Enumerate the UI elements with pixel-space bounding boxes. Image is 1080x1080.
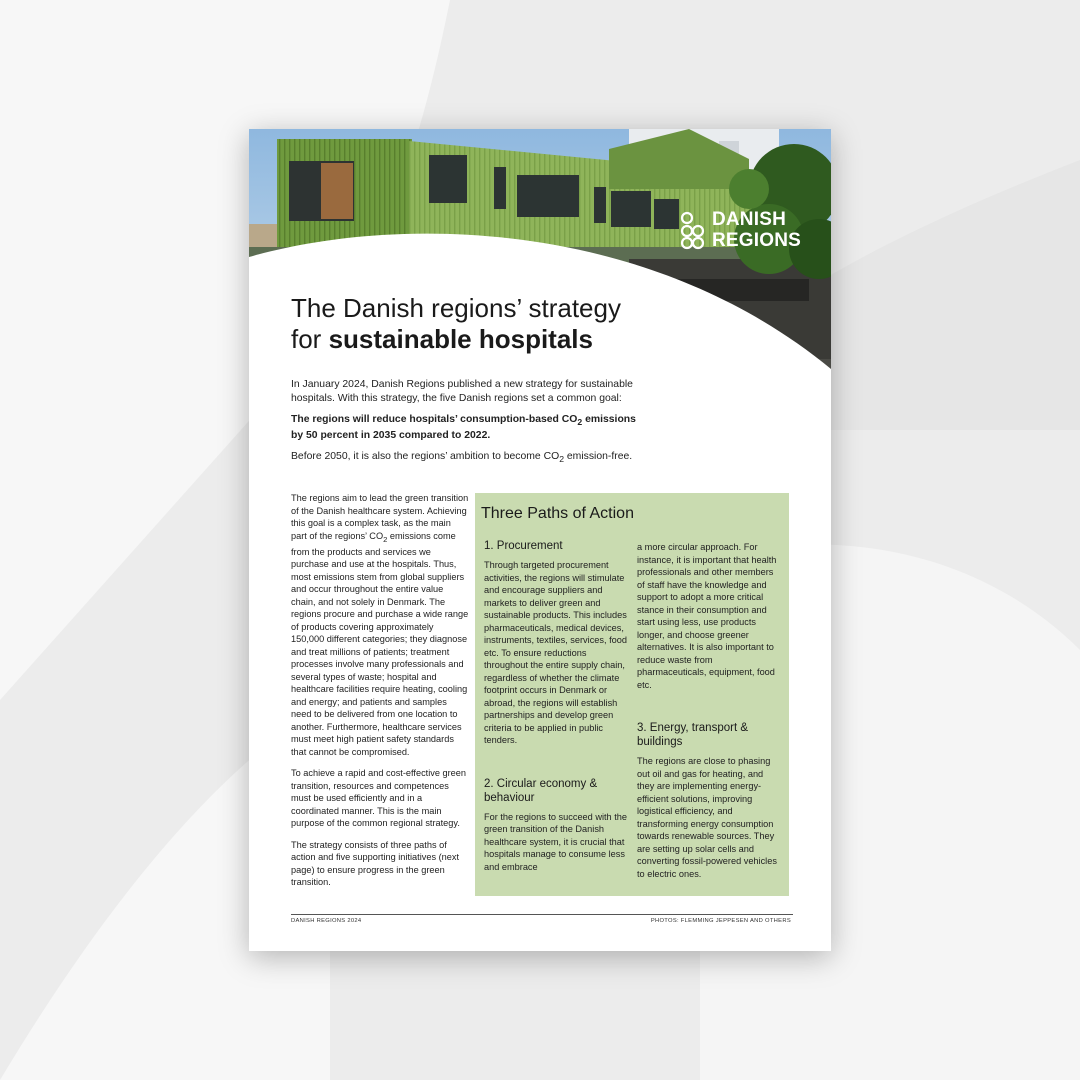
goal-statement bbox=[291, 413, 641, 443]
circular-economy-continued: a more circular approach. For instance, it is important that health professionals and other members of staff have the knowledge and support to adopt a more critical stance in their consumption and start using less, use products longer, and choose greener alternatives. It is also important to reduce waste from pharmaceuticals, equipment, food etc. bbox=[637, 542, 777, 690]
logo-line-1: DANISH bbox=[711, 209, 787, 230]
logo-circles-icon bbox=[679, 210, 705, 250]
title-line-1: The Danish regions’ strategy bbox=[291, 293, 621, 323]
intro-section bbox=[291, 378, 641, 473]
left-p1-text-b: emissions come from the products and services we purchase and use at the hospitals. Thus, most emissions stem from global suppliers and occur throughout the entire value chain, and not solely in Denmark. The regions procure and purchase a wide range of products covering approximately 150,000 different categories; they diagnose and treat millions of patients; treatment processes involve many professionals and several types of waste; hospital and healthcare facilities require heating, cooling and energy; and patients and samples need to be delivered from one location to another. Furthermore, healthcare services must meet high patient safety standards that cannot be compromised. bbox=[291, 530, 469, 757]
goal-text-b: emissions by 50 percent in 2035 compared to 2022. bbox=[291, 414, 636, 442]
ambition-text-b: emission-free. bbox=[564, 451, 633, 463]
circular-economy-text: For the regions to succeed with the green transition of the Danish healthcare system, it is crucial that hospitals manage to consume less and embrace bbox=[484, 811, 627, 872]
goal-subscript: 2 bbox=[577, 417, 583, 428]
left-paragraph-2: To achieve a rapid and cost-effective green transition, resources and competences must be used efficiently and in a coordinated manner. This is the main purpose of the common regional strategy. bbox=[291, 768, 467, 829]
ambition-subscript: 2 bbox=[559, 454, 565, 465]
circular-economy-heading: 2. Circular economy & behaviour bbox=[484, 777, 598, 804]
left-p1-subscript: 2 bbox=[383, 534, 388, 544]
logo-wordmark bbox=[712, 209, 801, 251]
title-line-2-prefix: for bbox=[291, 324, 329, 354]
box-column-2 bbox=[637, 541, 783, 880]
left-paragraph-3: The strategy consists of three paths of action and five supporting initiatives (next page) to ensure progress in the green transition. bbox=[291, 839, 460, 888]
logo-line-2: REGIONS bbox=[711, 230, 801, 251]
footer-divider bbox=[291, 914, 793, 915]
procurement-text: Through targeted procurement activities, the regions will stimulate and encourage suppliers and markets to deliver green and sustainable products. This includes pharmaceuticals, medical devices, instruments, textiles, services, food etc. To ensure reductions throughout the entire supply chain, regardless of whether the climate footprint occurs in Denmark or abroad, the regions will establish partnerships and develop green criteria to be applied in public tenders. bbox=[484, 560, 627, 745]
danish-regions-logo bbox=[679, 209, 801, 251]
box-title: Three Paths of Action bbox=[481, 505, 634, 522]
energy-text: The regions are close to phasing out oil and gas for heating, and they are implementing energy-efficient solutions, improving logistical efficiency, and transforming energy consumption towards renewable sources. They are setting up solar cells and converting fossil-powered vehicles to electric ones. bbox=[637, 756, 777, 879]
left-p1-text-a: The regions aim to lead the green transition of the Danish healthcare system. Achieving this goal is a complex task, as the main part of the regions’ CO bbox=[291, 493, 469, 541]
document-page bbox=[249, 129, 831, 951]
ambition-text-a: Before 2050, it is also the regions’ ambition to become CO bbox=[291, 451, 560, 463]
left-column bbox=[291, 492, 469, 898]
energy-heading: 3. Energy, transport & buildings bbox=[637, 722, 749, 748]
three-paths-box bbox=[475, 493, 789, 896]
left-paragraph-1 bbox=[291, 492, 469, 758]
title-line-2-bold: sustainable hospitals bbox=[328, 324, 593, 354]
intro-paragraph: In January 2024, Danish Regions published a new strategy for sustainable hospitals. With this strategy, the five Danish regions set a common goal: bbox=[291, 379, 633, 404]
box-column-1 bbox=[484, 539, 630, 873]
ambition-statement bbox=[291, 450, 641, 466]
goal-text-a: The regions will reduce hospitals’ consumption-based CO bbox=[291, 414, 578, 425]
footer-right: PHOTOS: FLEMMING JEPPESEN AND OTHERS bbox=[650, 918, 791, 924]
procurement-heading: 1. Procurement bbox=[484, 540, 563, 552]
footer-left: DANISH REGIONS 2024 bbox=[291, 918, 362, 924]
page-title bbox=[291, 293, 711, 355]
